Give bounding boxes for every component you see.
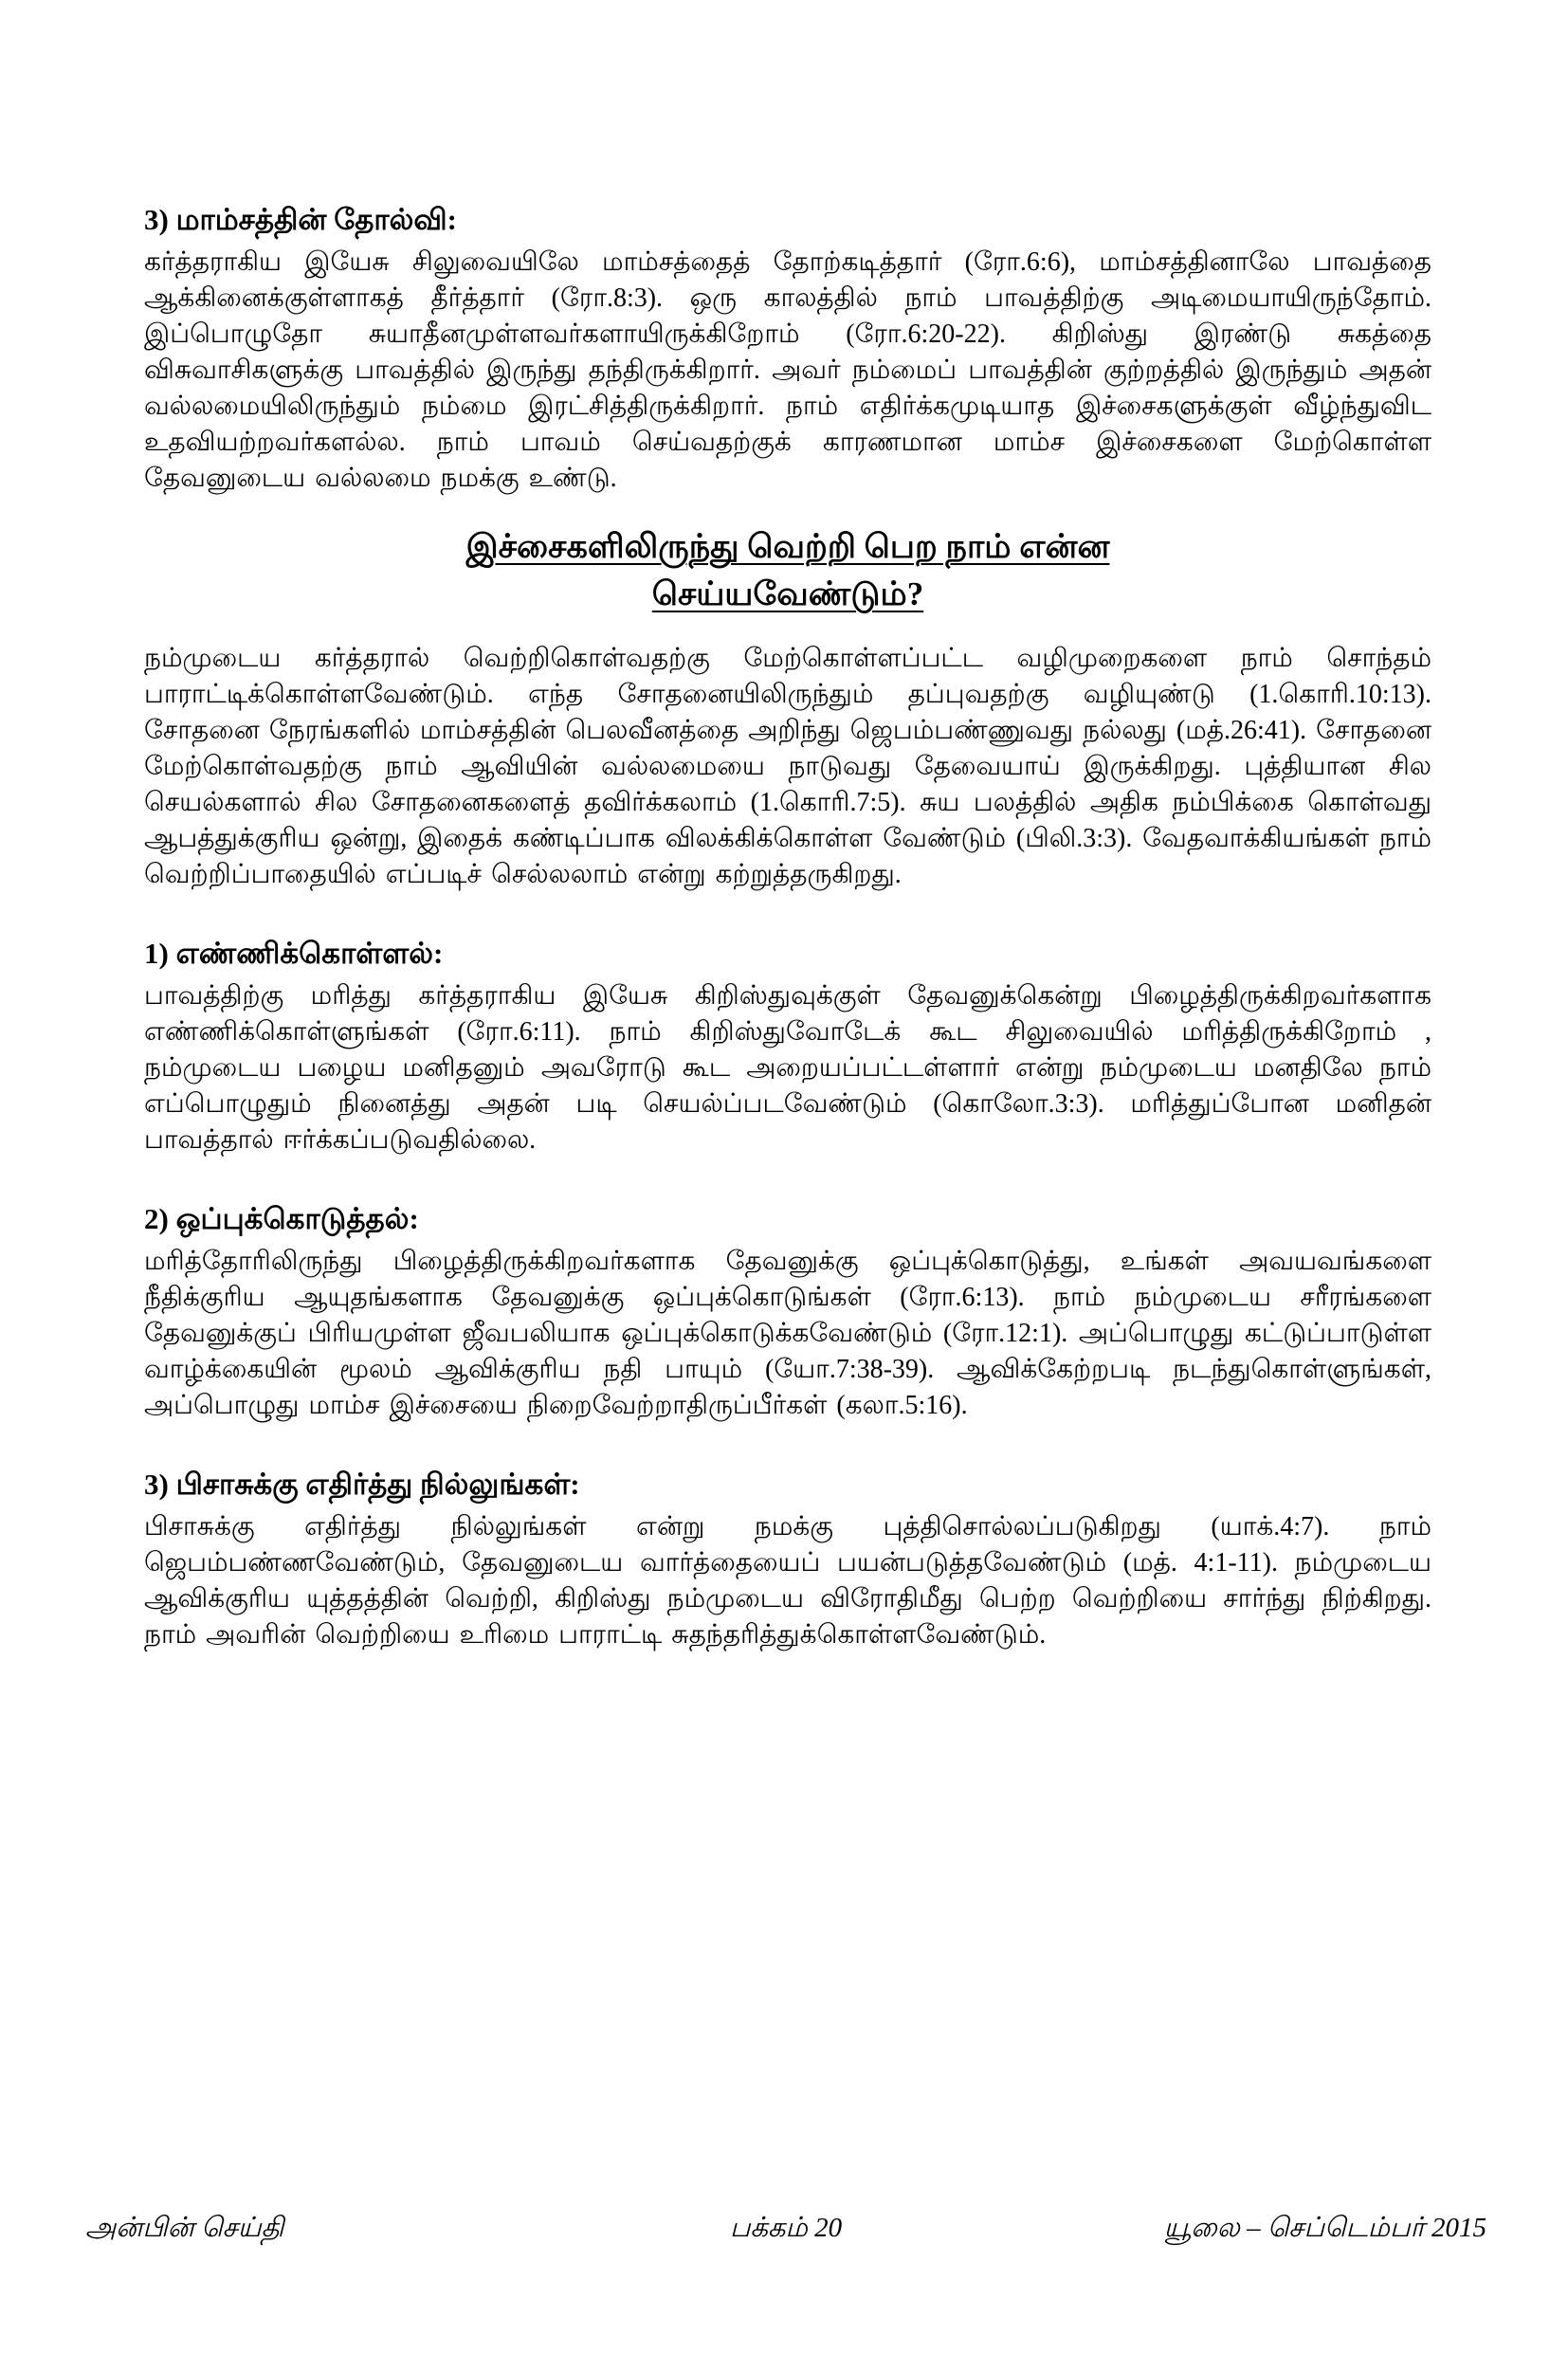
question-heading [144,523,1431,618]
footer-issue-date: யூலை – செப்டெம்பர் 2015 [1163,2213,1487,2243]
footer-page-number: பக்கம் 20 [729,2213,843,2243]
footer-publication-name: அன்பின் செய்தி [85,2213,284,2243]
paragraph-yielding: மரித்தோரிலிருந்து பிழைத்திருக்கிறவர்களாக தேவனுக்கு ஒப்புக்கொடுத்து, உங்கள் அவயவங்களை நீதிக்குரிய ஆயுதங்களாக தேவனுக்கு ஒப்புக்கொடுங்கள் (ரோ.6:13). நாம் நம்முடைய சரீரங்களை தேவனுக்குப் பிரியமுள்ள ஜீவபலியாக ஒப்புக்கொடுக்கவேண்டும் (ரோ.12:1). அப்பொழுது கட்டுப்பாடுள்ள வாழ்க்கையின் மூலம் ஆவிக்குரிய நதி பாயும் (யோ.7:38-39). ஆவிக்கேற்றபடி நடந்துகொள்ளுங்கள், அப்பொழுது மாம்ச இச்சையை நிறைவேற்றாதிருப்பீர்கள் (கலா.5:16). [144,1247,1431,1420]
paragraph-resist-devil: பிசாசுக்கு எதிர்த்து நில்லுங்கள் என்று நமக்கு புத்திசொல்லப்படுகிறது (யாக்.4:7). நாம் ஜெபம்பண்ணவேண்டும், தேவனுடைய வார்த்தையைப் பயன்படுத்தவேண்டும் (மத். 4:1-11). நம்முடைய ஆவிக்குரிய யுத்தத்தின் வெற்றி, கிறிஸ்து நம்முடைய விரோதிமீது பெற்ற வெற்றியை சார்ந்து நிற்கிறது. நாம் அவரின் வெற்றியை உரிமை பாராட்டி சுதந்தரித்துக்கொள்ளவேண்டும். [144,1512,1432,1650]
question-heading-line2: செய்யவேண்டும்? [651,575,924,612]
step-heading-reckoning: 1) எண்ணிக்கொள்ளல்: [144,937,444,970]
paragraph-intro: நம்முடைய கர்த்தரால் வெற்றிகொள்வதற்கு மேற்கொள்ளப்பட்ட வழிமுறைகளை நாம் சொந்தம் பாராட்டிக்கொள்ளவேண்டும். எந்த சோதனையிலிருந்தும் தப்புவதற்கு வழியுண்டு (1.கொரி.10:13). சோதனை நேரங்களில் மாம்சத்தின் பெலவீனத்தை அறிந்து ஜெபம்பண்ணுவது நல்லது (மத்.26:41). சோதனை மேற்கொள்வதற்கு நாம் ஆவியின் வல்லமையை நாடுவது தேவையாய் இருக்கிறது. புத்தியான சில செயல்களால் சில சோதனைகளைத் தவிர்க்கலாம் (1.கொரி.7:5). சுய பலத்தில் அதிக நம்பிக்கை கொள்வது ஆபத்துக்குரிய ஒன்று, இதைக் கண்டிப்பாக விலக்கிக்கொள்ள வேண்டும் (பிலி.3:3). வேதவாக்கியங்கள் நாம் வெற்றிப்பாதையில் எப்படிச் செல்லலாம் என்று கற்றுத்தருகிறது. [144,644,1431,889]
paragraph-reckoning: பாவத்திற்கு மரித்து கர்த்தராகிய இயேசு கிறிஸ்துவுக்குள் தேவனுக்கென்று பிழைத்திருக்கிறவர்களாக எண்ணிக்கொள்ளுங்கள் (ரோ.6:11). நாம் கிறிஸ்துவோடேக் கூட சிலுவையில் மரித்திருக்கிறோம் , நம்முடைய பழைய மனிதனும் அவரோடு கூட அறையப்பட்டள்ளார் என்று நம்முடைய மனதிலே நாம் எப்பொழுதும் நினைத்து அதன் படி செயல்ப்படவேண்டும் (கொலோ.3:3). மரித்துப்போன மனிதன் பாவத்தால் ஈர்க்கப்படுவதில்லை. [144,981,1431,1155]
page-footer [85,2211,1486,2245]
step-heading-resist-devil: 3) பிசாசுக்கு எதிர்த்து நில்லுங்கள்: [144,1468,580,1501]
question-heading-line1: இச்சைகளிலிருந்து வெற்றி பெற நாம் என்ன [465,528,1110,565]
section-heading-flesh-failure: 3) மாம்சத்தின் தோல்வி: [144,203,457,236]
step-heading-yielding: 2) ஒப்புக்கொடுத்தல்: [144,1202,419,1235]
page-content [144,201,1431,1653]
paragraph-flesh-failure: கர்த்தராகிய இயேசு சிலுவையிலே மாம்சத்தைத் தோற்கடித்தார் (ரோ.6:6), மாம்சத்தினாலே பாவத்தை ஆக்கினைக்குள்ளாகத் தீர்த்தார் (ரோ.8:3). ஒரு காலத்தில் நாம் பாவத்திற்கு அடிமையாயிருந்தோம். இப்பொழுதோ சுயாதீனமுள்ளவர்களாயிருக்கிறோம் (ரோ.6:20-22). கிறிஸ்து இரண்டு சுகத்தை விசுவாசிகளுக்கு பாவத்தில் இருந்து தந்திருக்கிறார். அவர் நம்மைப் பாவத்தின் குற்றத்தில் இருந்தும் அதன் வல்லமையிலிருந்தும் நம்மை இரட்சித்திருக்கிறார். நாம் எதிர்க்கமுடியாத இச்சைகளுக்குள் வீழ்ந்துவிட உதவியற்றவர்களல்ல. நாம் பாவம் செய்வதற்குக் காரணமான மாம்ச இச்சைகளை மேற்கொள்ள தேவனுடைய வல்லமை நமக்கு உண்டு. [144,247,1431,493]
